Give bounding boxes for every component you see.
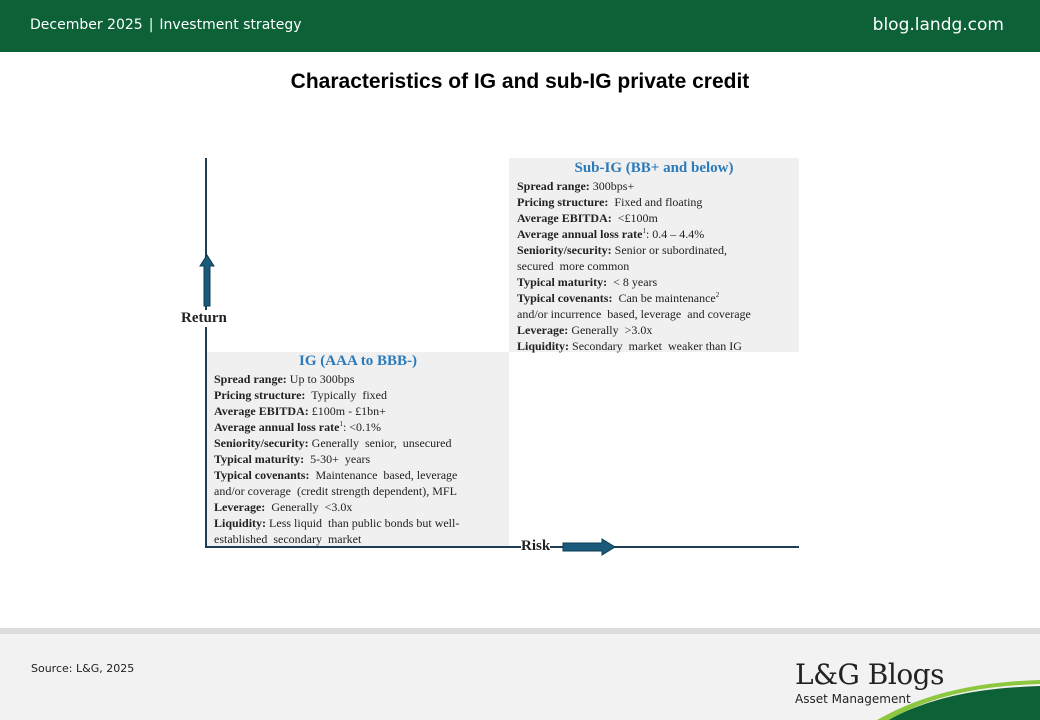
page-title: Characteristics of IG and sub-IG private credit [290,70,750,93]
sub-ig-box [509,158,799,352]
y-axis-label: Return [181,310,227,326]
item-value: Senior or subordinated, [611,243,727,257]
header-bar [0,0,1040,52]
list-item [214,499,509,515]
item-label: Typical maturity: [517,275,608,289]
list-item [517,290,799,306]
item-value: Maintenance based, leverage [309,468,458,482]
item-label: Average EBITDA: [517,211,612,225]
item-value: Up to 300bps [286,372,355,386]
item-value: Fixed and floating [608,195,703,209]
list-item [214,467,509,483]
item-label: Liquidity: [517,339,570,353]
source-note: Source: L&G, 2025 [31,662,135,675]
item-value: secured more common [517,259,630,273]
item-label: Seniority/security: [517,243,612,257]
list-item [517,306,799,322]
item-value: Typically fixed [305,388,388,402]
item-label: Pricing structure: [517,195,609,209]
item-value: Secondary market weaker than IG [569,339,742,353]
list-item [517,274,799,290]
list-item [517,322,799,338]
list-item [517,194,799,210]
item-label: Average annual loss rate [214,420,340,434]
footnote-mark: 1 [339,420,343,428]
sub-ig-list [517,178,799,354]
footer [0,628,1040,720]
item-value: 300bps+ [589,179,635,193]
item-label: Seniority/security: [214,436,309,450]
ig-list [214,371,509,547]
item-value: <£100m [611,211,658,225]
item-value: < 8 years [607,275,658,289]
ig-box [207,352,509,546]
list-item [214,515,509,531]
list-item [214,451,509,467]
list-item [214,531,509,547]
list-item [214,387,509,403]
item-value: Can be maintenance [612,291,716,305]
item-label: Typical covenants: [517,291,613,305]
list-item [214,419,509,435]
list-item [517,178,799,194]
item-value: : <0.1% [342,420,382,434]
logo-text: L&G Blogs [795,658,944,691]
item-value: and/or incurrence based, leverage and coverage [517,307,751,321]
item-value: and/or coverage (credit strength dependent), MFL [214,484,457,498]
footnote-mark: 1 [642,227,646,235]
sub-ig-title: Sub-IG (BB+ and below) [574,160,734,176]
header-separator: | [148,17,154,33]
list-item [214,371,509,387]
x-axis-label: Risk [521,538,551,554]
item-label: Average annual loss rate [517,227,643,241]
item-value: 5-30+ years [304,452,371,466]
list-item [214,483,509,499]
list-item [517,210,799,226]
item-label: Typical covenants: [214,468,310,482]
header-date: December 2025 [30,17,143,33]
right-arrow-icon [562,538,616,556]
item-label: Typical maturity: [214,452,305,466]
item-value: £100m - £1bn+ [308,404,386,418]
list-item [214,435,509,451]
list-item [517,258,799,274]
item-value: Less liquid than public bonds but well- [266,516,460,530]
item-label: Leverage: [214,500,266,514]
item-value: Generally >3.0x [568,323,653,337]
list-item [214,403,509,419]
header-meta [30,17,302,33]
item-label: Liquidity: [214,516,267,530]
list-item [517,226,799,242]
up-arrow-icon [199,254,215,308]
list-item [517,242,799,258]
item-value: Generally senior, unsecured [308,436,452,450]
logo-subtext: Asset Management [795,692,911,706]
item-label: Spread range: [214,372,287,386]
site-link[interactable]: blog.landg.com [872,15,1004,35]
item-value: established secondary market [214,532,362,546]
item-label: Average EBITDA: [214,404,309,418]
item-value: Generally <3.0x [265,500,353,514]
item-label: Leverage: [517,323,569,337]
item-value: : 0.4 – 4.4% [645,227,705,241]
item-label: Spread range: [517,179,590,193]
header-section[interactable]: Investment strategy [159,17,302,33]
brand-logo[interactable] [795,660,944,706]
item-label: Pricing structure: [214,388,306,402]
footnote-mark: 2 [715,291,720,299]
ig-title: IG (AAA to BBB-) [299,353,417,369]
list-item [517,338,799,354]
